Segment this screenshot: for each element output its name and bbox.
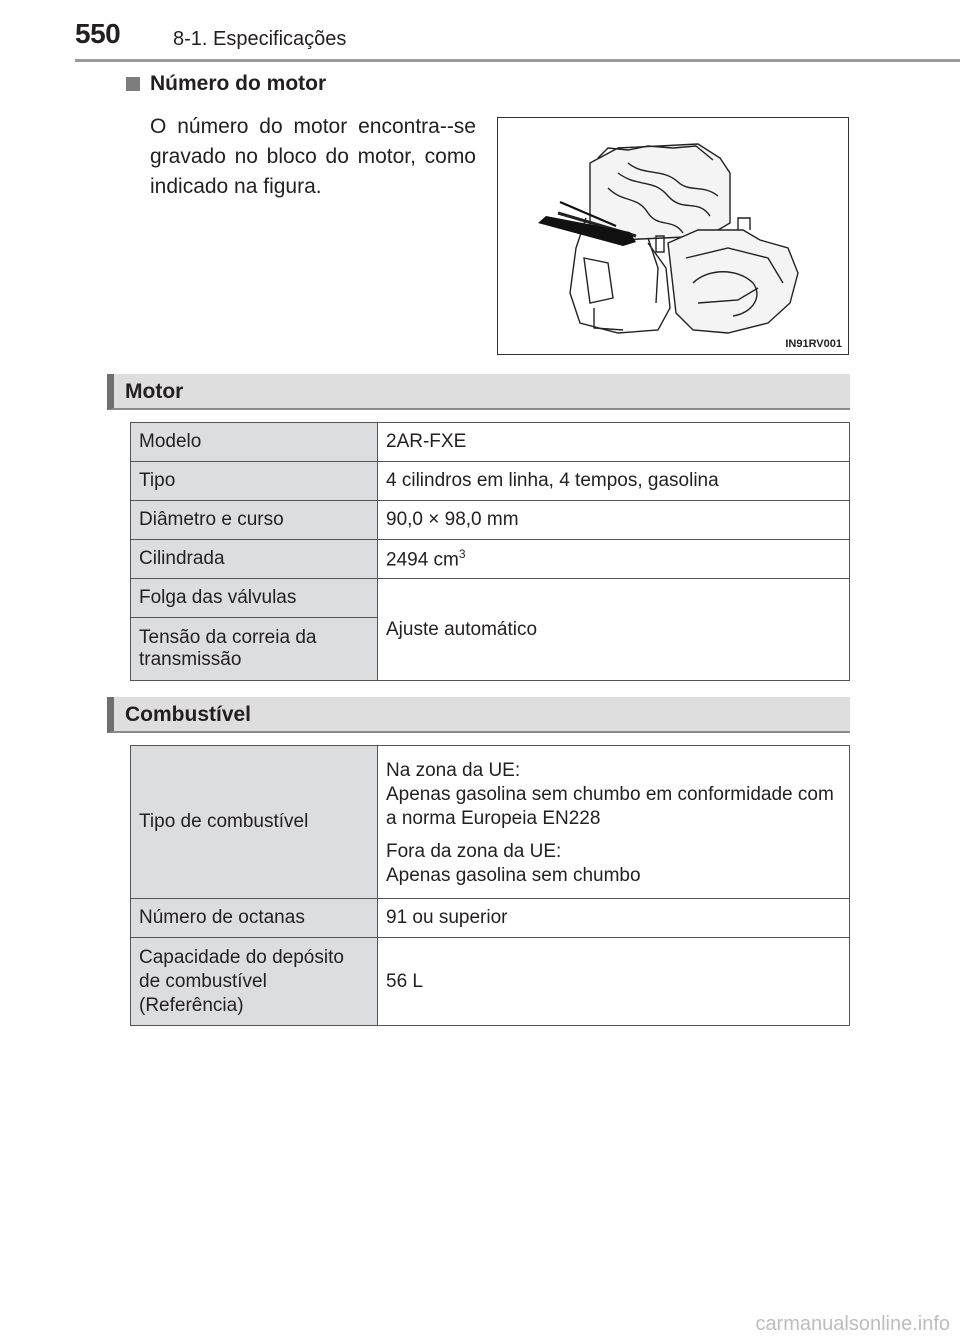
- table-cell-label: Tensão da correia da transmissão: [131, 618, 378, 681]
- section-title: 8-1. Especificações: [173, 28, 347, 50]
- table-cell-value: Ajuste automático: [378, 579, 850, 681]
- fuel-section-header: [107, 697, 850, 733]
- engine-number-text: O número do motor encontra--se gravado no bloco do motor, como indicado na figura.: [150, 115, 476, 198]
- table-cell-value: 56 L: [378, 938, 850, 1026]
- fuel-noneu-heading: Fora da zona da UE:: [386, 840, 562, 862]
- watermark: carmanualsonline.info: [755, 1313, 950, 1335]
- table-cell-value: 91 ou superior: [378, 899, 850, 938]
- table-cell-label: Cilindrada: [131, 540, 378, 579]
- table-cell-label: Modelo: [131, 423, 378, 462]
- table-cell-label: Diâmetro e curso: [131, 501, 378, 540]
- table-row: [131, 462, 850, 501]
- table-cell-value: [378, 746, 850, 899]
- fuel-eu-heading: Na zona da UE:: [386, 759, 521, 781]
- page-header: [75, 18, 960, 62]
- table-row: [131, 938, 850, 1026]
- displacement-value: 2494 cm: [386, 549, 459, 571]
- header-rule: [75, 59, 960, 62]
- table-row: [131, 540, 850, 579]
- fuel-table: [130, 745, 850, 1026]
- motor-section-title: Motor: [125, 380, 184, 403]
- engine-figure: [497, 117, 849, 355]
- table-cell-value: 2AR-FXE: [378, 423, 850, 462]
- table-row: [131, 899, 850, 938]
- table-cell-label: Número de octanas: [131, 899, 378, 938]
- page-number: 550: [75, 18, 121, 49]
- motor-table: [130, 422, 850, 681]
- table-row: [131, 579, 850, 618]
- table-row: [131, 501, 850, 540]
- table-cell-value: [378, 540, 850, 579]
- table-cell-label: Folga das válvulas: [131, 579, 378, 618]
- superscript-unit: 3: [458, 546, 466, 561]
- table-row: [131, 423, 850, 462]
- engine-illustration-icon: [498, 118, 849, 355]
- fuel-eu-text: Apenas gasolina sem chumbo em conformidade com a norma Europeia EN228: [386, 783, 834, 829]
- fuel-section-title: Combustível: [125, 703, 252, 726]
- figure-code: IN91RV001: [785, 338, 842, 350]
- table-cell-label: Tipo de combustível: [131, 746, 378, 899]
- engine-number-heading: [126, 72, 326, 96]
- fuel-noneu-text: Apenas gasolina sem chumbo: [386, 864, 641, 886]
- table-cell-label: Capacidade do depósito de combustível (Referência): [131, 938, 378, 1026]
- motor-section-header: [107, 374, 850, 410]
- table-cell-value: 4 cilindros em linha, 4 tempos, gasolina: [378, 462, 850, 501]
- square-bullet-icon: [126, 77, 140, 91]
- engine-number-title: Número do motor: [150, 72, 327, 95]
- table-cell-label: Tipo: [131, 462, 378, 501]
- table-row: [131, 746, 850, 899]
- table-cell-value: 90,0 × 98,0 mm: [378, 501, 850, 540]
